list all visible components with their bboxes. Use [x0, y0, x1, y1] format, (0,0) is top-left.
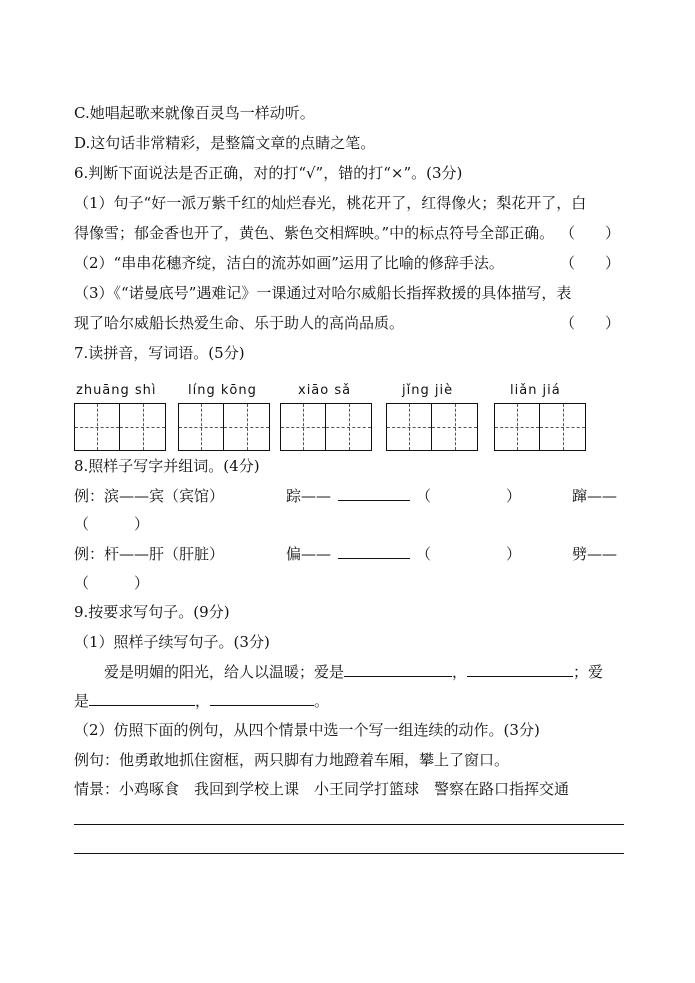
writing-grid-4[interactable] — [386, 403, 478, 451]
q9-part1-line2-start: 是 — [74, 692, 90, 710]
q8-row1-char2: 蹿—— — [572, 487, 618, 505]
q6-item3-answer-paren[interactable]: （ ） — [560, 314, 621, 332]
pinyin-1: zhuāng shì — [76, 383, 157, 398]
pinyin-2: líng kōng — [188, 383, 257, 398]
q8-row2-blank[interactable] — [338, 544, 410, 564]
q9-part1-sep: ， — [452, 663, 468, 681]
q6-item1-line2: 得像雪；郁金香也开了，黄色、紫色交相辉映。”中的标点符号全部正确。 — [74, 224, 555, 242]
q9-part1-line2-sep: ， — [195, 692, 211, 710]
pinyin-5: liǎn jiá — [510, 383, 561, 398]
q9-part1-sentence-line2 — [74, 691, 329, 711]
q8-row2-wrap-paren[interactable]: （ ） — [74, 574, 150, 592]
q8-row2-char2: 劈—— — [572, 545, 618, 563]
q9-scenes: 情景：小鸡啄食 我回到学校上课 小王同学打篮球 警察在路口指挥交通 — [74, 780, 570, 798]
q6-item1-answer-paren[interactable]: （ ） — [560, 224, 621, 242]
q6-item3-line1: （3）《“诺曼底号”遇难记》一课通过对哈尔威船长指挥救援的具体描写，表 — [74, 284, 572, 302]
q9-example-sentence: 例句：他勇敢地抓住窗框，两只脚有力地蹬着车厢，攀上了窗口。 — [74, 751, 510, 769]
q9-part2-title: （2）仿照下面的例句，从四个情景中选一个写一组连续的动作。(3分) — [74, 721, 540, 739]
q8-row1-blank[interactable] — [338, 486, 410, 506]
writing-grid-5[interactable] — [494, 403, 586, 451]
writing-grid-2[interactable] — [178, 403, 270, 451]
writing-grid-1[interactable] — [74, 403, 166, 451]
q9-part1-blank3[interactable] — [89, 691, 195, 706]
q7-title: 7.读拼音，写词语。(5分) — [74, 344, 245, 362]
q8-row2-char: 偏—— — [286, 545, 332, 563]
q6-item2: （2）“串串花穗齐绽，洁白的流苏如画”运用了比喻的修辞手法。 — [74, 254, 504, 272]
q6-item2-answer-paren[interactable]: （ ） — [560, 254, 621, 272]
q6-item1-line1: （1）句子“好一派万紫千红的灿烂春光，桃花开了，红得像火；梨花开了，白 — [74, 194, 587, 212]
q6-title: 6.判断下面说法是否正确，对的打“√”，错的打“×”。(3分) — [74, 164, 463, 182]
q9-part1-end: ；爱 — [573, 663, 604, 681]
option-d: D.这句话非常精彩，是整篇文章的点睛之笔。 — [74, 134, 376, 152]
q8-example2: 例：杆——肝（肝脏） — [74, 545, 225, 563]
q9-part1-sentence-line1 — [104, 662, 603, 682]
q8-title: 8.照样子写字并组词。(4分) — [74, 457, 260, 475]
q9-part1-blank4[interactable] — [210, 691, 314, 706]
option-c: C.她唱起歌来就像百灵鸟一样动听。 — [74, 104, 315, 122]
q9-title: 9.按要求写句子。(9分) — [74, 603, 230, 621]
q6-item3-line2: 现了哈尔威船长热爱生命、乐于助人的高尚品质。 — [74, 314, 405, 332]
q8-row1-char: 踪—— — [286, 487, 332, 505]
q8-row1-word-paren[interactable]: （ ） — [416, 487, 522, 505]
q9-part1-blank1[interactable] — [344, 662, 452, 677]
answer-line-2[interactable] — [74, 853, 624, 854]
q9-part1-title: （1）照样子续写句子。(3分) — [74, 633, 270, 651]
q9-part1-prompt: 爱是明媚的阳光，给人以温暖；爱是 — [104, 663, 345, 681]
q8-row2-word-paren[interactable]: （ ） — [416, 545, 522, 563]
pinyin-4: jǐng jiè — [402, 383, 454, 398]
pinyin-3: xiāo sǎ — [298, 383, 352, 398]
q9-part1-blank2[interactable] — [467, 662, 573, 677]
writing-grid-3[interactable] — [280, 403, 372, 451]
q8-example1: 例：滨——宾（宾馆） — [74, 487, 225, 505]
answer-line-1[interactable] — [74, 824, 624, 825]
q9-part1-line2-end: 。 — [314, 692, 330, 710]
q8-row1-wrap-paren[interactable]: （ ） — [74, 515, 150, 533]
